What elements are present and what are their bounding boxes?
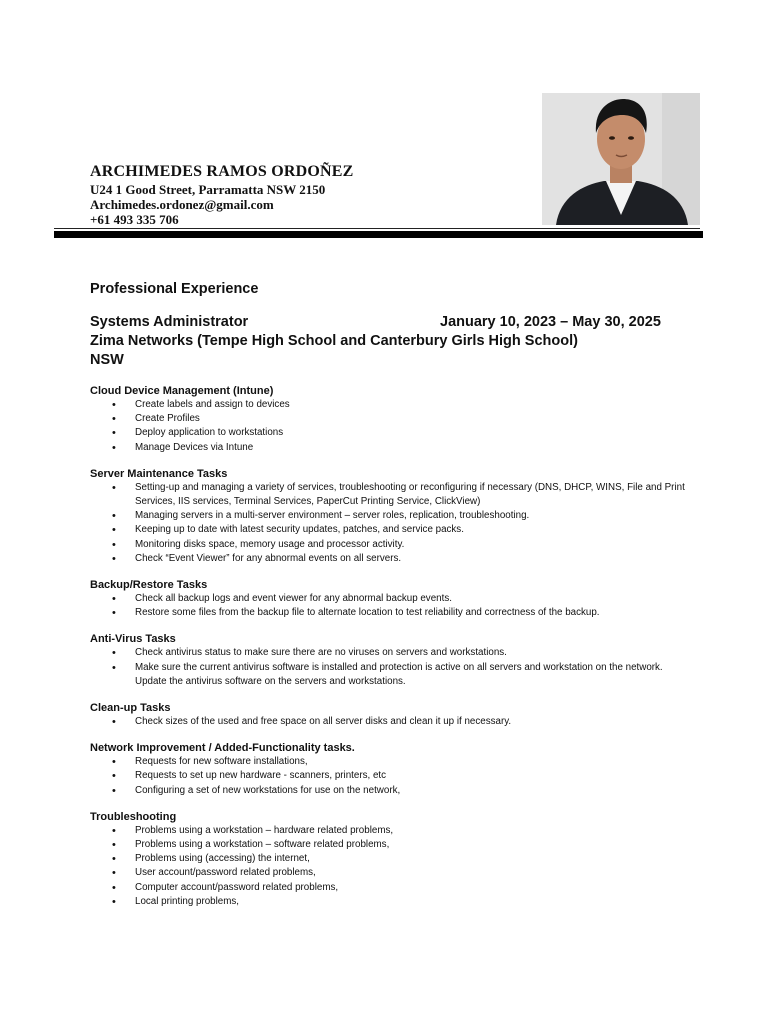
email: Archimedes.ordonez@gmail.com <box>90 197 274 212</box>
task-group-title: Cloud Device Management (Intune) <box>90 385 274 397</box>
list-item: • Deploy application to workstations <box>90 426 690 440</box>
list-item: • Configuring a set of new workstations for use on the network, <box>90 784 690 798</box>
list-item: • Setting-up and managing a variety of services, troubleshooting or reconfiguring if necessary (DNS, DHCP, WINS, File and Print Services, IIS services, Terminal Services, PaperCut Printing Service, ClickView) <box>90 481 690 509</box>
list-item: • Check all backup logs and event viewer for any abnormal backup events. <box>90 592 690 606</box>
list-item: • Manage Devices via Intune <box>90 441 690 455</box>
task-list <box>90 398 690 455</box>
list-item: • Check antivirus status to make sure there are no viruses on servers and workstations. <box>90 646 690 660</box>
list-item: • Problems using a workstation – hardware related problems, <box>90 824 690 838</box>
list-item: • Check “Event Viewer” for any abnormal events on all servers. <box>90 552 690 566</box>
job-location: NSW <box>90 352 124 368</box>
list-item: • Problems using (accessing) the internet, <box>90 852 690 866</box>
list-item: • Create Profiles <box>90 412 690 426</box>
list-item: • Requests for new software installations, <box>90 755 690 769</box>
address: U24 1 Good Street, Parramatta NSW 2150 <box>90 182 326 197</box>
profile-photo <box>542 93 700 225</box>
section-title: Professional Experience <box>90 281 259 297</box>
job-dates: January 10, 2023 – May 30, 2025 <box>440 314 661 330</box>
phone: +61 493 335 706 <box>90 212 179 227</box>
candidate-name: ARCHIMEDES RAMOS ORDOÑEZ <box>90 163 354 180</box>
list-item: • Check sizes of the used and free space on all server disks and clean it up if necessary. <box>90 715 690 729</box>
contact-header <box>90 163 354 227</box>
task-list <box>90 646 690 689</box>
header-rule-thick <box>54 231 703 238</box>
task-group-title: Network Improvement / Added-Functionality tasks. <box>90 742 355 755</box>
task-group-title: Backup/Restore Tasks <box>90 579 208 592</box>
task-group-title: Anti-Virus Tasks <box>90 633 176 646</box>
header-rule-thin <box>54 228 700 229</box>
task-group-title: Troubleshooting <box>90 810 177 823</box>
list-item: • Create labels and assign to devices <box>90 398 690 412</box>
list-item: • Keeping up to date with latest security updates, patches, and service packs. <box>90 523 690 537</box>
company-name: Zima Networks (Tempe High School and Canterbury Girls High School) <box>90 333 578 349</box>
task-list <box>90 824 690 909</box>
experience-section <box>90 280 690 909</box>
job-title: Systems Administrator <box>90 314 249 330</box>
list-item: • Requests to set up new hardware - scanners, printers, etc <box>90 769 690 783</box>
list-item: • Monitoring disks space, memory usage and processor activity. <box>90 538 690 552</box>
list-item: • Computer account/password related problems, <box>90 881 690 895</box>
task-group-title: Clean-up Tasks <box>90 702 171 715</box>
list-item: • User account/password related problems, <box>90 866 690 880</box>
list-item: • Local printing problems, <box>90 895 690 909</box>
task-list <box>90 755 690 798</box>
list-item: • Managing servers in a multi-server environment – server roles, replication, troubleshooting. <box>90 509 690 523</box>
list-item: • Problems using a workstation – software related problems, <box>90 838 690 852</box>
list-item: • Restore some files from the backup file to alternate location to test reliability and correctness of the backup. <box>90 606 690 620</box>
task-list <box>90 481 690 566</box>
list-item: • Make sure the current antivirus software is installed and protection is active on all servers and workstation on the network. Update the antivirus software on the servers and workstations. <box>90 661 690 689</box>
task-group-title: Server Maintenance Tasks <box>90 467 228 480</box>
job-header <box>90 313 690 332</box>
task-list <box>90 592 690 620</box>
task-list <box>90 715 690 729</box>
